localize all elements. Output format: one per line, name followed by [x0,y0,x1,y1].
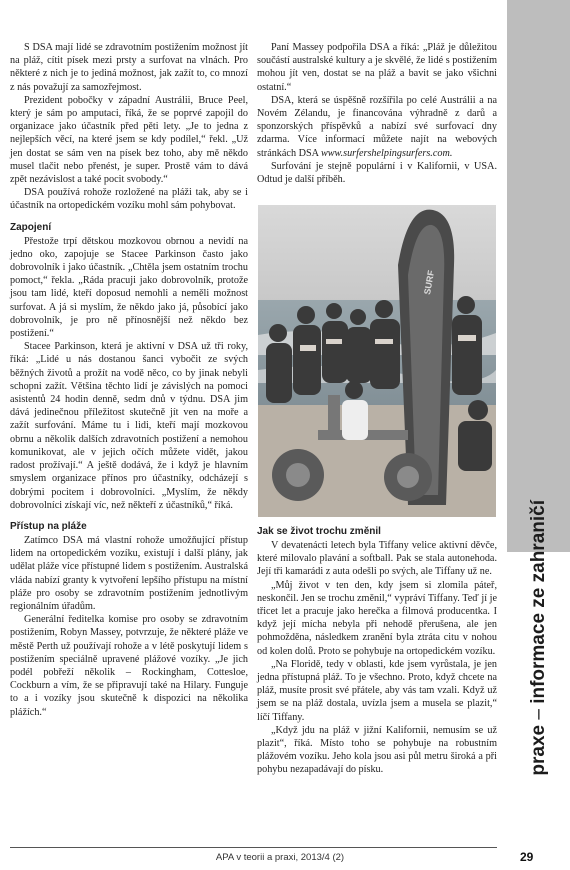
journal-citation: APA v teorii a praxi, 2013/4 (2) [215,852,345,863]
footer-rule [10,847,497,848]
section-heading-jak: Jak se život trochu změnil [257,526,381,537]
paragraph: V devatenácti letech byla Tiffany velice aktivní děvče, které milovalo plavání a softball. Pak se stala autonehoda. Její tři kamarádi z auta odešli po svých, ale Tiffany už ne. [257,540,497,578]
paragraph: Surfování je stejně populární i v Kalifornii, v USA. Odtud je další příběh. [257,160,497,186]
subsection-name: informace ze zahraničí [528,500,549,704]
paragraph: S DSA mají lidé se zdravotním postižením možnost jít na pláž, cítit písek mezi prsty a surfovat na vlnách. Pro některé z nich je to jediná možnost, jak zažít to, co mnozí z nás považují za samozřejmost. [10,42,248,93]
article-photo [258,205,496,517]
section-sidebar [507,0,570,776]
paragraph: Paní Massey podpořila DSA a říká: „Pláž je důležitou součástí australské kultury a je skvělé, že lidé s postižením mohou jít ven, dostat se na pláž a bavit se jako všichni ostatní.“ [257,42,497,93]
paragraph: Prezident pobočky v západní Austrálii, Bruce Peel, který je sám po amputaci, říká, že se poprvé zapojil do organizace jako účastník před pěti lety. „Je to jedna z nejlepších věcí, na které jsem se kdy podílel,“ řekl. „Už jen dostat se sám ven na písek bez toho, aby mě někdo musel tlačit nebo přenést, je super. Prostě vám to dává zpět nezávislost a také pocit svobody.“ [10,94,248,186]
right-column-bottom [257,525,497,777]
paragraph-text: DSA, která se úspěšně rozšířila po celé Austrálii a na Novém Zélandu, je financována výhradně z darů a sponzorských příspěvků a nabízí své surfovací dny zdarma. Více informací můžete najít na webových stránkách DSA [257,94,497,159]
page-number: 29 [520,850,534,864]
website-link[interactable]: www.surfershelpingsurfers.com. [320,147,453,159]
paragraph [257,94,497,160]
paragraph: Generální ředitelka komise pro osoby se zdravotním postižením, Robyn Massey, potvrzuje, že některé pláže ve městě Perth už používají rohože a v létě poskytují lidem s postižením speciálně upravené plážové vozíky. „Je jich podél pobřeží několik – Rockingham, Cottesloe, Cockburn a vím, že se připravují také na Hilary. Funguje to a i vozíky jsou skutečně k dispozici na několika plážích.“ [10,614,248,718]
left-column [10,41,248,719]
section-heading-zapojeni: Zapojení [10,221,52,233]
section-name: praxe [528,724,549,776]
paragraph: Přestože trpí dětskou mozkovou obrnou a nevidí na jedno oko, zapojuje se Stacee Parkinson často jako dobrovolník i jako účastník. „Chtěla jsem ostatním trochu pomoct,“ řekla. „Ráda pracuji jako dobrovolník, protože jsou tam lidé, kteří doposud nemohli a neměli možnost surfovat. A já si myslím, že někdo jako já, působící jako dobrovolník, je pro ně přínosnější než někdo bez postižení.“ [10,235,248,340]
section-label [517,498,561,870]
section-heading-pristup: Přístup na pláže [10,520,87,532]
paragraph: Stacee Parkinson, která je aktivní v DSA už tři roky, říká: „Lidé u nás dostanou šanci vybočit ze svých běžných životů a prožít na vodě něco, co by jinak nebyli schopni zažít. Většina těchto lidí je závislých na pomoci asistentů 24 hodin denně, sedm dnů v týdnu. DSA jim dává jedinečnou příležitost skutečně jít ven na moře a zažít surfování. Máme tu i lidi, kteří mají mozkovou obrnu a několik dalších zdravotních postižení a nemohou komunikovat, ale v jejich očích můžete vidět, jakou radost prožívají.“ A ještě dodává, že i když je hlavním smyslem organizace přínos pro účastníky, odcházejí s dobrými pocitem i dobrovolníci. „Myslím, že někdy dobrovolníci získají víc, než někteří z účastníků,“ říká. [10,341,248,511]
paragraph: Zatímco DSA má vlastní rohože umožňující přístup lidem na ortopedickém vozíku, existují i další plány, jak udělat pláže více přístupné lidem s postižením. Australská vláda nabízí granty k vytvoření lepšího přístupu na místní pláže pro osoby se zdravotním postižením jednotlivým regionálním úřadům. [10,534,248,612]
paragraph: DSA používá rohože rozložené na pláži tak, aby se i účastník na ortopedickém vozíku mohl sám pohybovat. [10,187,248,212]
photo-illustration [258,205,496,517]
surfboard-label: SURF [422,269,437,296]
right-column-top [257,41,497,186]
paragraph: „Můj život v ten den, kdy jsem si zlomila páteř, neskončil. Jen se trochu změnil,“ vypráví Tiffany. Teď jí je třicet let a pracuje jako herečka a filmová producentka. I když její mícha nebyla při nehodě přerušena, ale jen pohmožděna, následkem zranění byla ztráta citu v nohou od kolen dolů. Proto se pohybuje na ortopedickém vozíku. [257,579,497,657]
paragraph: „Na Floridě, tedy v oblasti, kde jsem vyrůstala, je jen jedna přístupná pláž. To je všechno. Proto, když chcete na pláž, musíte prosit své přátele, aby vás tam vzali. Když už jsem se na pláž dostala, uvízla jsem a musela se plazit,“ líčí Tiffany. [257,658,497,723]
paragraph: „Když jdu na pláž v jižní Kalifornii, nemusím se už plazit“, říká. Místo toho se pohybuje na robustním plážovém vozíku. Jeho kola jsou asi půl metru široká a při pohybu nezapadávají do písku. [257,724,497,776]
section-separator: – [528,703,549,725]
